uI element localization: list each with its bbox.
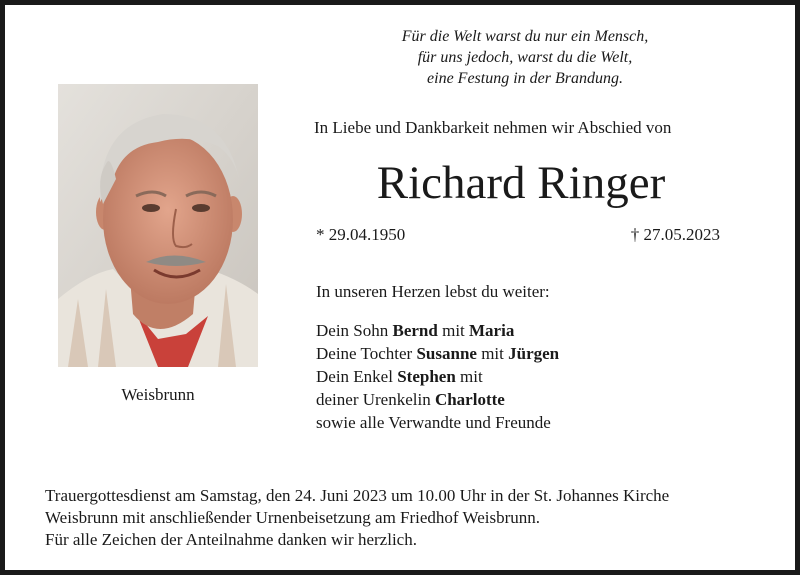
- family-line: [316, 319, 559, 342]
- birth-date: * 29.04.1950: [316, 225, 406, 244]
- memorial-poem: [305, 26, 745, 89]
- footer-line: Weisbrunn mit anschließender Urnenbeisetzung am Friedhof Weisbrunn.: [45, 508, 541, 527]
- remembrance-line: In unseren Herzen lebst du weiter:: [316, 282, 550, 301]
- family-text: deiner Urenkelin: [316, 390, 435, 409]
- family-member-name: Bernd: [392, 321, 438, 340]
- service-information: [45, 485, 669, 551]
- family-member-name: Maria: [469, 321, 515, 340]
- family-text: mit: [476, 344, 509, 363]
- family-text: mit: [455, 367, 483, 386]
- family-member-name: Susanne: [416, 344, 477, 363]
- deceased-name: Richard Ringer: [376, 157, 666, 209]
- family-text: Deine Tochter: [316, 344, 417, 363]
- family-member-name: Jürgen: [508, 344, 560, 363]
- family-member-name: Stephen: [397, 367, 456, 386]
- family-line: [316, 365, 559, 388]
- family-line: [316, 388, 559, 411]
- footer-line: Für alle Zeichen der Anteilnahme danken wir herzlich.: [45, 530, 417, 549]
- family-text: mit: [437, 321, 470, 340]
- family-line: [316, 342, 559, 365]
- poem-line: eine Festung in der Brandung.: [427, 70, 623, 87]
- footer-line: Trauergottesdienst am Samstag, den 24. Juni 2023 um 10.00 Uhr in der St. Johannes Kirche: [45, 486, 670, 505]
- family-text: Dein Sohn: [316, 321, 393, 340]
- life-dates: [316, 225, 720, 245]
- portrait-photo: [58, 84, 258, 367]
- family-line: [316, 411, 559, 434]
- family-member-name: Charlotte: [434, 390, 505, 409]
- family-list: [316, 319, 559, 434]
- place-label: Weisbrunn: [121, 385, 195, 404]
- death-date: † 27.05.2023: [630, 225, 720, 244]
- family-text: Dein Enkel: [316, 367, 398, 386]
- family-text: sowie alle Verwandte und Freunde: [316, 413, 551, 432]
- intro-text: In Liebe und Dankbarkeit nehmen wir Abschied von: [314, 118, 672, 137]
- poem-line: für uns jedoch, warst du die Welt,: [417, 49, 633, 66]
- poem-line: Für die Welt warst du nur ein Mensch,: [401, 28, 649, 45]
